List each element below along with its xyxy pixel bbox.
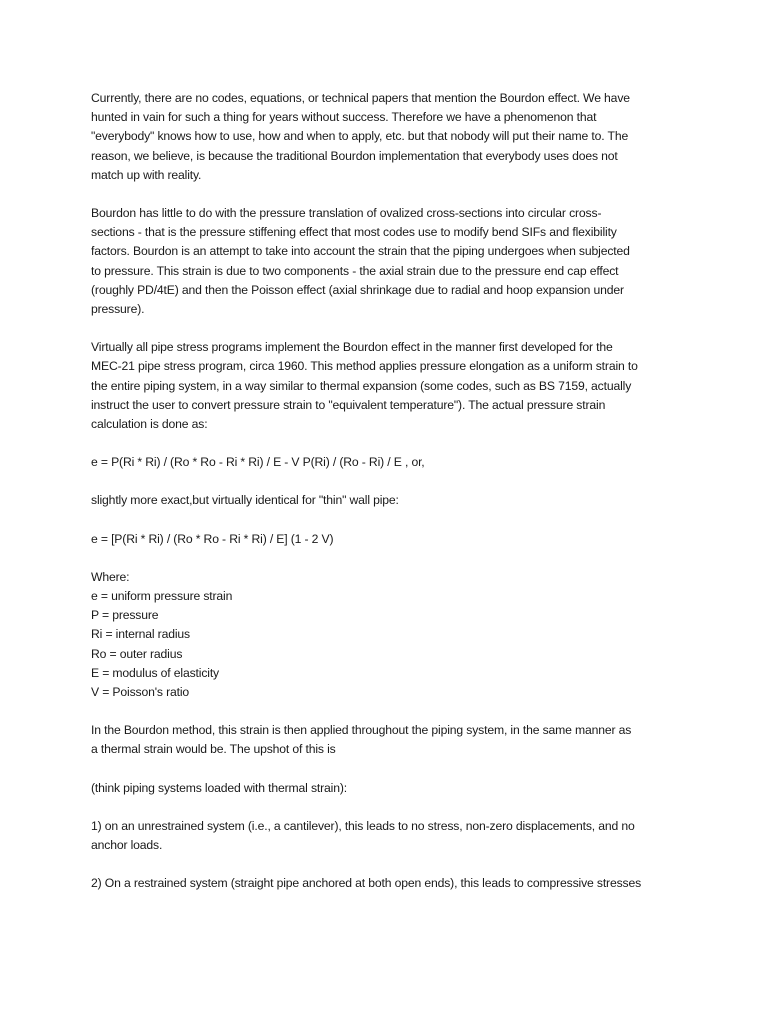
text-line: Currently, there are no codes, equations, or technical papers that mention the Bourdon effect. We have: [91, 91, 630, 105]
text-line: instruct the user to convert pressure strain to "equivalent temperature"). The actual pressure strain: [91, 397, 606, 412]
text-line: sections - that is the pressure stiffening effect that most codes use to modify bend SIFs and flexibility: [91, 225, 617, 240]
paragraph-bourdon-method: [91, 721, 681, 759]
text-line: "everybody" knows how to use, how and when to apply, etc. but that nobody will put their name to. The: [91, 129, 629, 144]
text-line: a thermal strain would be. The upshot of this is: [91, 742, 336, 757]
text-line: to pressure. This strain is due to two components - the axial strain due to the pressure end cap effect: [91, 263, 619, 278]
paragraph-restrained-case: [91, 874, 681, 893]
paragraph-thermal-note: [91, 779, 681, 798]
text-line: (roughly PD/4tE) and then the Poisson effect (axial shrinkage due to radial and hoop expansion under: [91, 282, 624, 297]
text-line: factors. Bourdon is an attempt to take into account the strain that the piping undergoes when subjected: [91, 244, 630, 259]
definition-item: V = Poisson's ratio: [91, 685, 190, 700]
paragraph-implementation: [91, 338, 681, 434]
variable-definitions: [91, 568, 681, 702]
text-line: match up with reality.: [91, 167, 202, 182]
definition-heading: Where:: [91, 569, 130, 584]
text-line: 2) On a restrained system (straight pipe anchored at both open ends), this leads to compressive stresses: [91, 876, 642, 891]
text-line: MEC-21 pipe stress program, circa 1960. This method applies pressure elongation as a uniform strain to: [91, 359, 638, 374]
text-line: reason, we believe, is because the traditional Bourdon implementation that everybody uses does not: [91, 148, 618, 163]
equation-text: e = [P(Ri * Ri) / (Ro * Ro - Ri * Ri) / E] (1 - 2 V): [91, 531, 334, 546]
text-line: slightly more exact,but virtually identical for "thin" wall pipe:: [91, 493, 399, 508]
definition-item: E = modulus of elasticity: [91, 665, 220, 680]
text-line: In the Bourdon method, this strain is then applied throughout the piping system, in the same manner as: [91, 723, 632, 738]
text-line: Virtually all pipe stress programs implement the Bourdon effect in the manner first developed for the: [91, 340, 613, 355]
paragraph-thin-wall-note: [91, 491, 681, 510]
text-line: anchor loads.: [91, 838, 163, 853]
text-line: (think piping systems loaded with thermal strain):: [91, 780, 347, 795]
text-line: pressure).: [91, 302, 145, 317]
definition-item: e = uniform pressure strain: [91, 589, 233, 604]
text-line: 1) on an unrestrained system (i.e., a cantilever), this leads to no stress, non-zero displacements, and no: [91, 818, 635, 833]
definition-item: P = pressure: [91, 608, 159, 623]
paragraph-intro: [91, 89, 681, 185]
text-line: Bourdon has little to do with the pressure translation of ovalized cross-sections into circular cross-: [91, 206, 602, 221]
text-line: hunted in vain for such a thing for years without success. Therefore we have a phenomenon that: [91, 110, 597, 125]
paragraph-unrestrained-case: [91, 817, 681, 855]
equation-text: e = P(Ri * Ri) / (Ro * Ro - Ri * Ri) / E - V P(Ri) / (Ro - Ri) / E , or,: [91, 455, 425, 470]
text-line: calculation is done as:: [91, 417, 208, 432]
definition-item: Ri = internal radius: [91, 627, 190, 642]
equation-pressure-strain: [91, 453, 681, 472]
document-body: [91, 89, 681, 913]
definition-item: Ro = outer radius: [91, 646, 183, 661]
paragraph-bourdon-definition: [91, 204, 681, 319]
text-line: the entire piping system, in a way similar to thermal expansion (some codes, such as BS 7159, actually: [91, 378, 632, 393]
equation-thin-wall: [91, 530, 681, 549]
